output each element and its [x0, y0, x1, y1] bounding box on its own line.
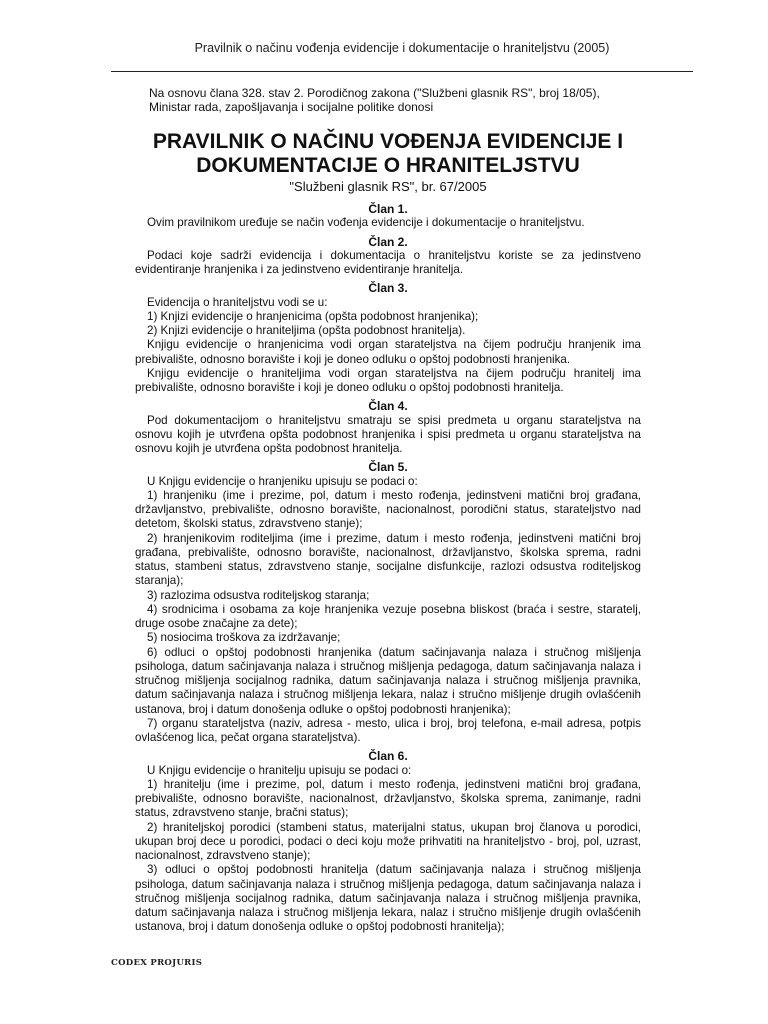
document-title-line: PRAVILNIK O NAČINU VOĐENJA EVIDENCIJE I — [152, 130, 624, 153]
article-paragraph: U Knjigu evidencije o hranitelju upisuju se podaci o: — [147, 763, 412, 777]
article-paragraph: 1) hranjeniku (ime i prezime, pol, datum i mesto rođenja, jedinstveni matični broj građana, državljanstvo, prebivalište, odnosno boravište, nacionalnost, porodični status, starateljstvo nad detetom, školski status, zdravstveno stanje); — [135, 488, 641, 531]
article-paragraph: Knjigu evidencije o hranjenicima vodi organ starateljstva na čijem području hranjenik ima prebivalište, odnosno boravište i koji je doneo odluku o opštoj podobnosti hranjenika. — [135, 338, 641, 366]
preamble — [149, 86, 641, 114]
article-section — [135, 749, 641, 934]
header-divider — [111, 71, 693, 72]
running-header: Pravilnik o načinu vođenja evidencije i dokumentacije o hraniteljstvu (2005) — [194, 41, 610, 55]
article-paragraph: U Knjigu evidencije o hranjeniku upisuju se podaci o: — [147, 474, 418, 488]
articles-list — [135, 202, 641, 935]
article-paragraph: 3) odluci o opštoj podobnosti hranitelja (datum sačinjavanja nalaza i stručnog mišljenja psihologa, datum sačinjavanja nalaza i stručnog mišljenja pedagoga, datum sačinjavanja nalaza i stručnog mišljenja socijalnog radnika, datum sačinjavanja nalaza i stručnog mišljenja pravnika, datum sačinjavanja nalaza i stručnog mišljenja lekara, nalaz i stručno mišljenje drugih ovlašćenih ustanova, broj i datum donošenja odluke o opštoj podobnosti hranitelja); — [135, 863, 641, 934]
article-paragraph: Podaci koje sadrži evidencija i dokumentacija o hraniteljstvu koriste se za jedinstveno evidentiranje hranjenika i za jedinstveno evidentiranje hranitelja. — [135, 248, 641, 276]
article-heading: Član 2. — [368, 234, 408, 249]
article-paragraph: Evidencija o hraniteljstvu vodi se u: — [147, 295, 328, 309]
article-section — [135, 202, 641, 231]
document-title — [129, 130, 647, 178]
article-paragraph: Ovim pravilnikom uređuje se način vođenja evidencije i dokumentacije o hraniteljstvu. — [147, 216, 585, 230]
article-paragraph: Pod dokumentacijom o hraniteljstvu smatraju se spisi predmeta u organu starateljstva na osnovu kojih je utvrđena opšta podobnost hranjenika i spisi predmeta u organu starateljstva na osnovu kojih je utvrđena opšta podobnost hranitelja. — [135, 413, 641, 455]
article-paragraph: 2) Knjizi evidencije o hraniteljima (opšta podobnost hranitelja). — [147, 324, 466, 337]
article-paragraph: 6) odluci o opštoj podobnosti hranjenika (datum sačinjavanja nalaza i stručnog mišljenja psihologa, datum sačinjavanja nalaza i stručnog mišljenja pedagoga, datum sačinjavanja nalaza i stručnog mišljenja socijalnog radnika, datum sačinjavanja nalaza i stručnog mišljenja pravnika, datum sačinjavanja nalaza i stručnog mišljenja lekara, nalaz i stručno mišljenje drugih ovlašćenih ustanova, broj i datum donošenja odluke o opštoj podobnosti hranjenika); — [135, 645, 641, 716]
article-paragraph: 2) hranjenikovim roditeljima (ime i prezime, datum i mesto rođenja, jedinstveni matični broj građana, prebivalište, odnosno boravište, nacionalnost, državljanstvo, školska sprema, radni status, stambeni status, zdravstveno stanje, socijalne disfunkcije, razlozi odsustva roditeljskog staranja); — [135, 531, 641, 588]
article-heading: Član 3. — [368, 281, 408, 296]
article-section — [135, 399, 641, 456]
article-paragraph: 3) razlozima odsustva roditeljskog staranja; — [147, 588, 370, 602]
document-subtitle: "Službeni glasnik RS", br. 67/2005 — [289, 179, 487, 194]
article-section — [135, 235, 641, 278]
article-section — [135, 460, 641, 745]
article-heading: Član 5. — [368, 460, 408, 475]
document-body — [135, 86, 641, 935]
article-paragraph: 2) hraniteljskoj porodici (stambeni status, materijalni status, ukupan broj članova u porodici, ukupan broj dece u porodici, podaci o deci koju može prihvatiti na hraniteljstvo - broj, pol, uzrast, nacionalnost, zdravstveno stanje); — [135, 820, 641, 862]
preamble-line: Ministar rada, zapošljavanja i socijalne politike donosi — [149, 100, 434, 114]
article-paragraph: Knjigu evidencije o hraniteljima vodi organ starateljstva na čijem području hranitelj ima prebivalište, odnosno boravište i koji je doneo odluku o opštoj podobnosti hranitelja. — [135, 366, 641, 394]
document-title-line: DOKUMENTACIJE O HRANITELJSTVU — [196, 154, 580, 177]
article-heading: Član 6. — [368, 749, 408, 764]
article-heading: Član 1. — [368, 202, 408, 216]
preamble-line: Na osnovu člana 328. stav 2. Porodičnog zakona ("Službeni glasnik RS", broj 18/05), — [149, 86, 600, 100]
article-paragraph: 5) nosiocima troškova za izdržavanje; — [147, 631, 341, 645]
article-paragraph: 1) hranitelju (ime i prezime, pol, datum i mesto rođenja, jedinstveni matični broj građana, prebivalište, odnosno boravište, nacionalnost, državljanstvo, školska sprema, zanimanje, radni status, zdravstveno stanje, bračni status); — [135, 777, 641, 820]
article-paragraph: 7) organu starateljstva (naziv, adresa - mesto, ulica i broj, broj telefona, e-mail adresa, potpis ovlašćenog lica, pečat organa starateljstva). — [135, 716, 641, 744]
article-paragraph: 1) Knjizi evidencije o hranjenicima (opšta podobnost hranjenika); — [147, 309, 479, 323]
article-paragraph: 4) srodnicima i osobama za koje hranjenika vezuje posebna bliskost (braća i sestre, staratelj, druge osobe značajne za dete); — [135, 602, 641, 630]
article-section — [135, 281, 641, 395]
article-heading: Član 4. — [368, 399, 408, 414]
footer-brand: CODEX PROJURIS — [111, 958, 203, 968]
